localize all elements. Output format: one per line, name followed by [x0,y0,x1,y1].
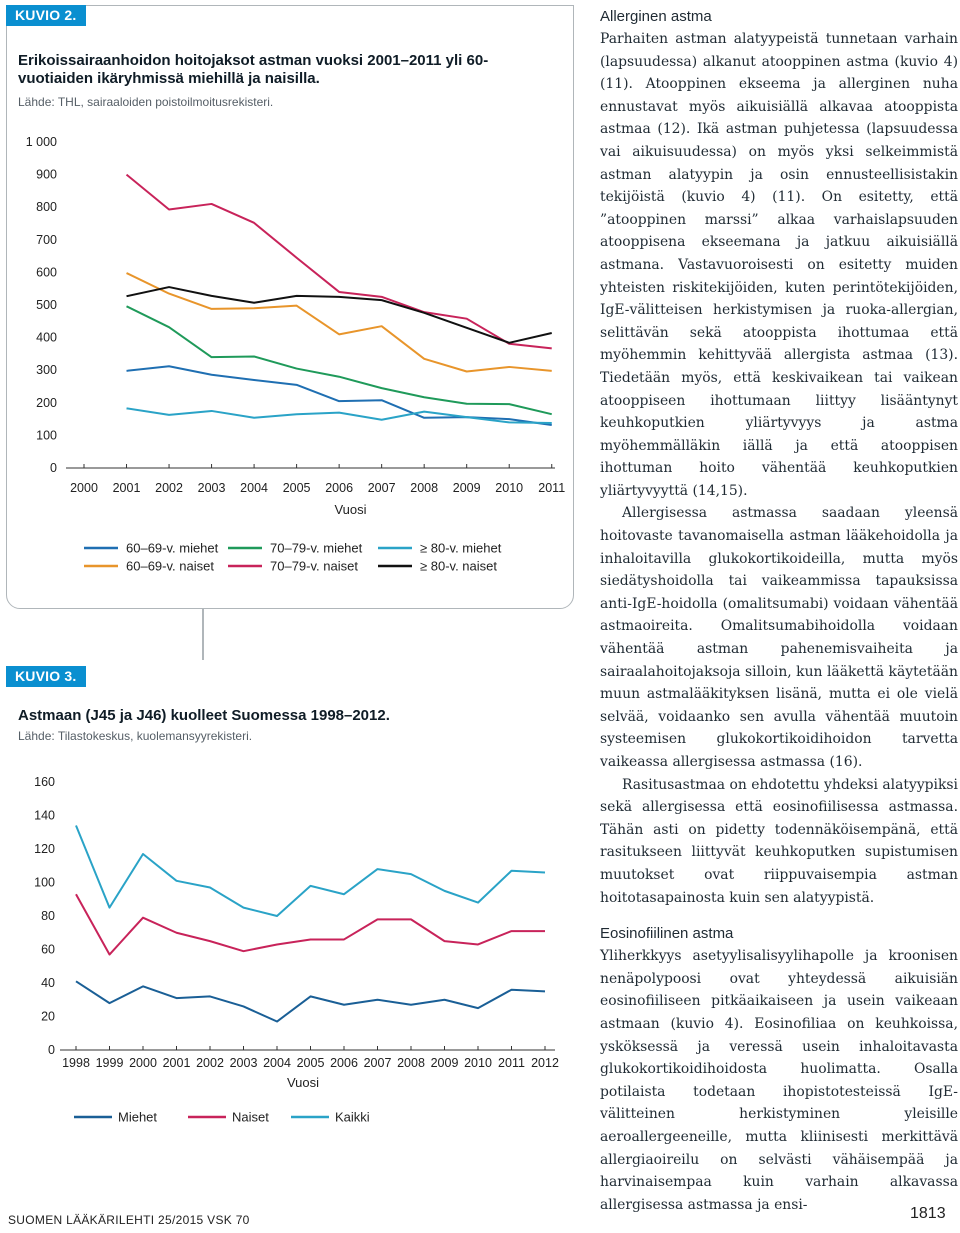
x-tick-label: 2010 [464,1056,492,1070]
x-tick-label: 2005 [282,481,311,495]
x-tick-label: 2003 [229,1056,258,1070]
x-tick-label: 2008 [410,481,439,495]
legend-label: 60–69-v. miehet [126,540,219,556]
x-tick-label: 2011 [538,481,566,495]
y-tick-label: 160 [34,775,55,789]
x-tick-label: 2011 [498,1056,525,1070]
y-tick-label: 40 [41,976,55,990]
x-tick-label: 2007 [363,1056,392,1070]
y-tick-label: 60 [41,942,55,957]
article-column [600,6,958,1216]
y-tick-label: 500 [36,298,57,312]
y-tick-label: 80 [41,909,55,923]
x-tick-label: 2003 [197,481,226,495]
legend-label: Naiset [232,1109,269,1125]
series-line [127,306,552,414]
journal-footer: SUOMEN LÄÄKÄRILEHTI 25/2015 VSK 70 [8,1213,250,1227]
x-tick-label: 2006 [330,1056,358,1070]
figure-connector [202,608,204,660]
series-line [76,826,545,916]
figure-source: Lähde: Tilastokeskus, kuolemansyyrekisteri. [18,729,253,743]
y-tick-label: 200 [36,395,57,410]
figure-tag: KUVIO 2. [6,5,86,26]
x-tick-label: 2012 [531,1056,559,1070]
y-tick-label: 400 [36,330,57,345]
x-tick-label: 2009 [452,481,481,495]
x-tick-label: 1999 [95,1056,124,1070]
x-tick-label: 2000 [129,1056,157,1070]
y-tick-label: 300 [36,363,57,378]
series-line [127,175,552,349]
y-tick-label: 900 [36,167,57,182]
series-line [127,366,552,425]
series-line [127,408,552,423]
series-line [76,981,545,1021]
legend-label: 70–79-v. naiset [270,558,358,574]
x-tick-label: 2008 [397,1056,425,1070]
figure-title: Astmaan (J45 ja J46) kuolleet Suomessa 1998–2012. [18,707,390,724]
series-line [76,894,545,954]
series-line [127,273,552,371]
x-tick-label: 2006 [325,481,354,495]
x-tick-label: 2000 [70,481,98,495]
legend-label: Kaikki [335,1109,370,1125]
x-tick-label: 2009 [430,1056,459,1070]
y-tick-label: 100 [36,428,57,443]
x-tick-label: 2007 [367,481,396,495]
y-tick-label: 0 [50,461,57,475]
y-tick-label: 140 [34,808,55,823]
y-tick-label: 700 [36,232,57,247]
paragraph: Rasitusastmaa on ehdotettu yhdeksi alatyypiksi sekä allergisessa että eosinofiilisessa astmassa. Tähän asti on pidetty todennäköisempänä, että rasitukseen liittyvät keuhkoputken supistumisen muutokset ovat riippuvaisempia astman hoitotasapainosta kuin sen alatyypistä. [600,776,958,906]
deaths-chart [0,760,575,1160]
x-tick-label: 2002 [155,481,183,495]
x-tick-label: 2010 [495,481,524,495]
x-tick-label: 2004 [240,481,268,495]
y-tick-label: 1 000 [25,135,57,149]
y-tick-label: 0 [48,1043,55,1057]
x-tick-label: 2001 [112,481,141,495]
x-tick-label: 1998 [62,1056,90,1070]
x-tick-label: 2001 [162,1056,191,1070]
legend-label: ≥ 80-v. miehet [420,540,502,556]
page-number: 1813 [910,1205,946,1222]
y-tick-label: 20 [41,1009,55,1024]
section-heading: Allerginen astma [600,8,712,25]
y-tick-label: 100 [34,875,55,890]
y-tick-label: 600 [36,265,57,280]
x-axis-label: Vuosi [334,502,367,517]
figure-source: Lähde: THL, sairaaloiden poistoilmoitusrekisteri. [18,95,274,109]
paragraph: Parhaiten astman alatyypeistä tunnetaan varhain (lapsuudessa) alkanut atooppinen astma (kuvio 4) (11). Atooppinen ekseema ja allerginen nuha ennustavat myös aikuisiällä alkavaa atooppista astmaa (12). Ikä astman puhjetessa (lapsuudessa vai aikuisuudessa) on myös yksi selkeimmistä astman alatyypin ja osin ennusteellisistakin tekijöistä (kuvio 4) (11). On esitetty, että ”atooppinen marssi” alkaa varhaislapsuuden atooppisena ekseemana ja jatkuu aikuisiällä astmana. Vastavuoroisesti on esitetty muiden yhteisten riskitekijöiden, kuten perintötekijöiden, IgE-välitteisen herkistymisen ja ruoka-allergian, selittävän sekä atooppista ihottumaa että myöhemmin kehittyvää allergista astmaa (13). Tiedetään myös, että keskivaikean tai vaikean atooppiseen ihottumaan liittyy lisääntynyt keuhkoputkien yliärtyvyys ja astma myöhemmälläkin iällä ja että atooppisen ihottuman hoito vähentää keuhkoputkien yliärtyvyyttä (14,15). [600,31,958,499]
figure-title: Erikoissairaanhoidon hoitojaksot astman vuoksi 2001–2011 yli 60-vuotiaiden ikäryhmissä miehillä ja naisilla. [18,52,489,87]
y-tick-label: 120 [34,842,55,856]
figure-tag: KUVIO 3. [6,666,86,687]
legend-label: Miehet [118,1109,158,1125]
section-heading: Eosinofiilinen astma [600,925,734,943]
x-tick-label: 2005 [296,1056,325,1070]
y-tick-label: 800 [36,200,57,215]
paragraph: Yliherkkyys asetyylisalisyylihapolle ja kroonisen nenäpolypoosi ovat yhteydessä aikuisiän eosinofiiliseen pitkäaikaiseen ja usein vaikeaan astmaan (kuvio 4). Eosinofiliaa on keuhkoissa, ysköksessä ja veressä usein inhaloitavasta glukokortikoidihoidosta huolimatta. Osalla potilaista todetaan ihopistotesteissä IgE-välitteinen herkistyminen yleisille aeroallergeeneille, mutta kliinisesti merkittävä allergiaoireilu on selvästi vähäisempää ja harvinaisempaa kuin varhain alkavassa allergisessa astmassa ja ensi- [600,948,958,1213]
legend-label: 70–79-v. miehet [270,540,363,556]
x-axis-label: Vuosi [286,1075,320,1090]
x-tick-label: 2002 [196,1056,224,1070]
x-tick-label: 2004 [263,1056,291,1070]
paragraph: Allergisessa astmassa saadaan yleensä hoitovaste tavanomaisella astman lääkehoidolla ja inhaloitavilla glukokortikoideilla, mutta myös siedätyshoidolla tai vaikeammissa tapauksissa anti-IgE-hoidolla (omalitsumabi) voidaan vähentää astmaoireita. Omalitsumabihoidolla voidaan vähentää astman pahenemisvaiheita ja sairaalahoitojaksoja silloin, kun lääkettä käytetään muun astmalääkityksen lisänä, mutta ei ole vielä selvää, voidaanko sen avulla vähentää muutoin systeemisen glukokortikoidihoidon tarvetta vaikeassa allergisessa astmassa (16). [600,505,958,770]
hospitalization-chart [0,130,575,610]
legend-label: ≥ 80-v. naiset [420,558,497,574]
legend-label: 60–69-v. naiset [126,558,214,574]
